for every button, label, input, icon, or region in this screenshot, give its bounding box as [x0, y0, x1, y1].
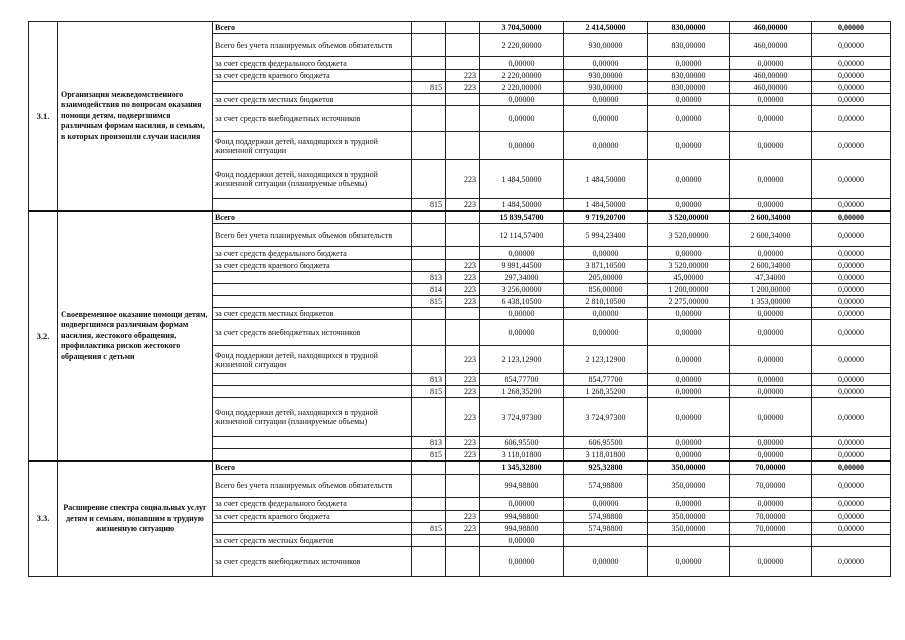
amount-year-1: 1 484,50000	[564, 160, 648, 199]
funding-source-label	[213, 522, 412, 534]
expense-code: 223	[446, 82, 480, 94]
amount-year-3: 1 353,00000	[730, 296, 812, 308]
funding-source-label	[213, 284, 412, 296]
expense-code: 223	[446, 510, 480, 522]
amount-year-1: 3 871,10500	[564, 260, 648, 272]
amount-year-1: 3 118,01800	[564, 449, 648, 462]
amount-year-4: 0,00000	[812, 160, 891, 199]
amount-year-3: 0,00000	[730, 308, 812, 320]
amount-year-3: 460,00000	[730, 82, 812, 94]
funding-source-label: Фонд поддержки детей, находящихся в трудной жизненной ситуации (планируемые объемы)	[213, 160, 412, 199]
grbs-code	[412, 22, 446, 34]
funding-source-label: Всего без учета планируемых объемов обязательств	[213, 224, 412, 247]
amount-year-4: 0,00000	[812, 34, 891, 57]
amount-year-2: 350,00000	[648, 510, 730, 522]
amount-total: 297,34000	[480, 272, 564, 284]
expense-code: 223	[446, 160, 480, 199]
expense-code: 223	[446, 398, 480, 437]
grbs-code	[412, 211, 446, 224]
funding-source-label	[213, 386, 412, 398]
grbs-code: 813	[412, 272, 446, 284]
expense-code	[446, 461, 480, 474]
amount-year-4: 0,00000	[812, 132, 891, 160]
amount-year-2: 45,00000	[648, 272, 730, 284]
amount-year-1: 0,00000	[564, 497, 648, 510]
funding-source-label: Всего без учета планируемых объемов обязательств	[213, 474, 412, 497]
amount-year-3: 2 600,34000	[730, 211, 812, 224]
amount-year-3: 0,00000	[730, 247, 812, 260]
amount-year-3: 0,00000	[730, 374, 812, 386]
amount-year-4: 0,00000	[812, 437, 891, 449]
section-name: Организация межведомственного взаимодействия по вопросам оказания помощи детям, подвергшимся различным формам насилия, и семьям, в которых произошли случаи насилия	[58, 22, 213, 212]
amount-year-4: 0,00000	[812, 211, 891, 224]
amount-year-4: 0,00000	[812, 272, 891, 284]
amount-total: 0,00000	[480, 308, 564, 320]
funding-source-label: Фонд поддержки детей, находящихся в трудной жизненной ситуации	[213, 346, 412, 374]
expense-code: 223	[446, 70, 480, 82]
amount-year-2: 0,00000	[648, 374, 730, 386]
amount-year-1: 0,00000	[564, 57, 648, 70]
amount-year-1: 0,00000	[564, 247, 648, 260]
amount-year-2: 0,00000	[648, 320, 730, 346]
amount-total: 3 704,50000	[480, 22, 564, 34]
amount-year-1: 0,00000	[564, 132, 648, 160]
funding-source-label	[213, 272, 412, 284]
amount-year-1: 2 123,12900	[564, 346, 648, 374]
amount-year-1: 0,00000	[564, 308, 648, 320]
grbs-code	[412, 510, 446, 522]
amount-total: 0,00000	[480, 132, 564, 160]
amount-year-2: 3 520,00000	[648, 224, 730, 247]
amount-year-1: 1 268,35200	[564, 386, 648, 398]
amount-total: 0,00000	[480, 57, 564, 70]
amount-year-2: 0,00000	[648, 546, 730, 576]
amount-total: 606,95500	[480, 437, 564, 449]
grbs-code	[412, 160, 446, 199]
amount-year-4: 0,00000	[812, 474, 891, 497]
funding-source-label	[213, 374, 412, 386]
amount-year-2: 0,00000	[648, 437, 730, 449]
amount-year-1: 574,98800	[564, 510, 648, 522]
grbs-code: 815	[412, 296, 446, 308]
amount-year-4: 0,00000	[812, 260, 891, 272]
amount-year-2: 830,00000	[648, 70, 730, 82]
amount-year-3: 0,00000	[730, 449, 812, 462]
amount-year-1: 930,00000	[564, 34, 648, 57]
amount-year-4: 0,00000	[812, 510, 891, 522]
amount-year-2: 1 200,00000	[648, 284, 730, 296]
amount-year-3	[730, 534, 812, 546]
amount-year-2: 830,00000	[648, 22, 730, 34]
expense-code: 223	[446, 199, 480, 212]
expense-code: 223	[446, 284, 480, 296]
grbs-code	[412, 346, 446, 374]
amount-total: 2 220,00000	[480, 34, 564, 57]
budget-table	[28, 21, 891, 577]
amount-year-2: 0,00000	[648, 398, 730, 437]
amount-year-4: 0,00000	[812, 346, 891, 374]
funding-source-label	[213, 82, 412, 94]
amount-total: 0,00000	[480, 94, 564, 106]
amount-total: 1 484,50000	[480, 199, 564, 212]
amount-year-2: 0,00000	[648, 160, 730, 199]
amount-year-2	[648, 534, 730, 546]
amount-year-3: 460,00000	[730, 70, 812, 82]
funding-source-label: Всего	[213, 211, 412, 224]
amount-year-3: 0,00000	[730, 106, 812, 132]
amount-total: 2 123,12900	[480, 346, 564, 374]
amount-year-3: 0,00000	[730, 386, 812, 398]
budget-table-page	[28, 21, 890, 577]
funding-source-label: за счет средств краевого бюджета	[213, 510, 412, 522]
amount-total: 994,98800	[480, 474, 564, 497]
amount-total: 1 345,32800	[480, 461, 564, 474]
amount-year-1: 930,00000	[564, 82, 648, 94]
amount-year-3: 0,00000	[730, 57, 812, 70]
amount-total: 15 839,54700	[480, 211, 564, 224]
amount-year-1: 0,00000	[564, 94, 648, 106]
expense-code	[446, 132, 480, 160]
amount-year-3: 47,34000	[730, 272, 812, 284]
amount-year-3: 0,00000	[730, 160, 812, 199]
amount-total: 0,00000	[480, 320, 564, 346]
expense-code: 223	[446, 272, 480, 284]
expense-code	[446, 474, 480, 497]
amount-year-4: 0,00000	[812, 497, 891, 510]
amount-year-3: 0,00000	[730, 320, 812, 346]
expense-code	[446, 224, 480, 247]
amount-year-2: 0,00000	[648, 449, 730, 462]
amount-total: 1 484,50000	[480, 160, 564, 199]
amount-year-4: 0,00000	[812, 522, 891, 534]
grbs-code	[412, 57, 446, 70]
amount-year-1: 574,98800	[564, 474, 648, 497]
amount-year-1: 2 810,10500	[564, 296, 648, 308]
grbs-code	[412, 34, 446, 57]
amount-year-4: 0,00000	[812, 82, 891, 94]
amount-year-3: 70,00000	[730, 510, 812, 522]
amount-year-3: 70,00000	[730, 522, 812, 534]
amount-year-4: 0,00000	[812, 546, 891, 576]
grbs-code	[412, 70, 446, 82]
grbs-code	[412, 461, 446, 474]
amount-year-3: 2 600,34000	[730, 260, 812, 272]
expense-code: 223	[446, 522, 480, 534]
funding-source-label: Всего	[213, 461, 412, 474]
amount-year-3: 0,00000	[730, 546, 812, 576]
expense-code	[446, 57, 480, 70]
grbs-code	[412, 546, 446, 576]
amount-year-1: 1 484,50000	[564, 199, 648, 212]
amount-year-2: 0,00000	[648, 497, 730, 510]
amount-year-1: 606,95500	[564, 437, 648, 449]
amount-year-4: 0,00000	[812, 308, 891, 320]
funding-source-label: Всего	[213, 22, 412, 34]
amount-year-2: 0,00000	[648, 199, 730, 212]
amount-year-1: 0,00000	[564, 106, 648, 132]
funding-source-label: Фонд поддержки детей, находящихся в трудной жизненной ситуации	[213, 132, 412, 160]
amount-year-2: 0,00000	[648, 57, 730, 70]
grbs-code: 813	[412, 437, 446, 449]
amount-total: 6 438,10500	[480, 296, 564, 308]
funding-source-label: за счет средств внебюджетных источников	[213, 320, 412, 346]
amount-year-2: 0,00000	[648, 386, 730, 398]
amount-year-1: 2 414,50000	[564, 22, 648, 34]
amount-year-4: 0,00000	[812, 70, 891, 82]
funding-source-label: за счет средств внебюджетных источников	[213, 546, 412, 576]
amount-year-4: 0,00000	[812, 94, 891, 106]
amount-total: 0,00000	[480, 546, 564, 576]
grbs-code: 815	[412, 199, 446, 212]
amount-year-3: 1 200,00000	[730, 284, 812, 296]
amount-year-4: 0,00000	[812, 224, 891, 247]
grbs-code	[412, 398, 446, 437]
section-number: 3.2.	[29, 211, 58, 461]
funding-source-label: за счет средств местных бюджетов	[213, 308, 412, 320]
amount-year-2: 0,00000	[648, 308, 730, 320]
funding-source-label: за счет средств краевого бюджета	[213, 70, 412, 82]
grbs-code	[412, 474, 446, 497]
expense-code: 223	[446, 296, 480, 308]
funding-source-label: за счет средств федерального бюджета	[213, 497, 412, 510]
amount-year-1: 856,00000	[564, 284, 648, 296]
grbs-code	[412, 247, 446, 260]
expense-code	[446, 247, 480, 260]
expense-code	[446, 497, 480, 510]
grbs-code	[412, 308, 446, 320]
grbs-code: 815	[412, 386, 446, 398]
amount-year-4: 0,00000	[812, 247, 891, 260]
expense-code: 223	[446, 260, 480, 272]
expense-code	[446, 34, 480, 57]
amount-total: 9 991,44500	[480, 260, 564, 272]
grbs-code: 813	[412, 374, 446, 386]
amount-year-4: 0,00000	[812, 199, 891, 212]
amount-year-1: 9 719,20700	[564, 211, 648, 224]
funding-source-label: за счет средств местных бюджетов	[213, 94, 412, 106]
funding-source-label	[213, 199, 412, 212]
amount-year-1: 574,98800	[564, 522, 648, 534]
amount-year-3: 0,00000	[730, 94, 812, 106]
funding-source-label: за счет средств внебюджетных источников	[213, 106, 412, 132]
amount-year-4	[812, 534, 891, 546]
funding-source-label: Фонд поддержки детей, находящихся в трудной жизненной ситуации (планируемые объемы)	[213, 398, 412, 437]
amount-year-4: 0,00000	[812, 284, 891, 296]
funding-source-label: за счет средств краевого бюджета	[213, 260, 412, 272]
expense-code	[446, 534, 480, 546]
amount-total: 0,00000	[480, 534, 564, 546]
grbs-code: 814	[412, 284, 446, 296]
grbs-code: 815	[412, 82, 446, 94]
amount-year-2: 0,00000	[648, 346, 730, 374]
amount-year-4: 0,00000	[812, 320, 891, 346]
amount-year-2: 2 275,00000	[648, 296, 730, 308]
funding-source-label: за счет средств местных бюджетов	[213, 534, 412, 546]
grbs-code	[412, 320, 446, 346]
amount-year-1: 3 724,97300	[564, 398, 648, 437]
expense-code: 223	[446, 346, 480, 374]
amount-year-1: 0,00000	[564, 546, 648, 576]
expense-code	[446, 308, 480, 320]
amount-year-2: 0,00000	[648, 132, 730, 160]
amount-year-3: 460,00000	[730, 34, 812, 57]
expense-code	[446, 94, 480, 106]
amount-total: 3 256,00000	[480, 284, 564, 296]
amount-year-3: 0,00000	[730, 199, 812, 212]
amount-year-1	[564, 534, 648, 546]
grbs-code: 815	[412, 449, 446, 462]
expense-code	[446, 320, 480, 346]
amount-year-2: 0,00000	[648, 106, 730, 132]
amount-year-3: 2 600,34000	[730, 224, 812, 247]
amount-total: 0,00000	[480, 247, 564, 260]
amount-year-2: 350,00000	[648, 461, 730, 474]
grbs-code	[412, 94, 446, 106]
funding-source-label	[213, 449, 412, 462]
amount-year-1: 5 994,23400	[564, 224, 648, 247]
expense-code: 223	[446, 386, 480, 398]
amount-total: 2 220,00000	[480, 82, 564, 94]
amount-year-2: 3 520,00000	[648, 260, 730, 272]
amount-total: 3 724,97300	[480, 398, 564, 437]
section-number: 3.1.	[29, 22, 58, 212]
amount-year-2: 0,00000	[648, 247, 730, 260]
amount-total: 994,98800	[480, 510, 564, 522]
amount-year-2: 830,00000	[648, 34, 730, 57]
grbs-code	[412, 224, 446, 247]
funding-source-label: за счет средств федерального бюджета	[213, 247, 412, 260]
amount-year-2: 350,00000	[648, 474, 730, 497]
section-total-row	[29, 22, 891, 34]
grbs-code	[412, 497, 446, 510]
grbs-code: 815	[412, 522, 446, 534]
section-name: Своевременное оказание помощи детям, подвергшимся различным формам насилия, жестокого обращения, профилактика рисков жестокого обращения с детьми	[58, 211, 213, 461]
amount-total: 12 114,57400	[480, 224, 564, 247]
amount-year-2: 350,00000	[648, 522, 730, 534]
amount-year-4: 0,00000	[812, 296, 891, 308]
amount-year-4: 0,00000	[812, 22, 891, 34]
grbs-code	[412, 260, 446, 272]
section-total-row	[29, 211, 891, 224]
grbs-code	[412, 132, 446, 160]
amount-year-1: 0,00000	[564, 320, 648, 346]
funding-source-label	[213, 437, 412, 449]
amount-year-3: 0,00000	[730, 346, 812, 374]
grbs-code	[412, 534, 446, 546]
funding-source-label: Всего без учета планируемых объемов обязательств	[213, 34, 412, 57]
funding-source-label: за счет средств федерального бюджета	[213, 57, 412, 70]
amount-year-1: 930,00000	[564, 70, 648, 82]
amount-year-3: 0,00000	[730, 132, 812, 160]
amount-year-2: 0,00000	[648, 94, 730, 106]
amount-year-4: 0,00000	[812, 398, 891, 437]
amount-year-4: 0,00000	[812, 374, 891, 386]
amount-total: 854,77700	[480, 374, 564, 386]
expense-code	[446, 106, 480, 132]
amount-total: 0,00000	[480, 497, 564, 510]
amount-year-3: 0,00000	[730, 398, 812, 437]
funding-source-label	[213, 296, 412, 308]
amount-year-1: 854,77700	[564, 374, 648, 386]
amount-year-3: 0,00000	[730, 437, 812, 449]
amount-year-3: 460,00000	[730, 22, 812, 34]
amount-year-2: 830,00000	[648, 82, 730, 94]
amount-year-3: 0,00000	[730, 497, 812, 510]
expense-code	[446, 22, 480, 34]
section-number: 3.3.	[29, 461, 58, 576]
expense-code: 223	[446, 374, 480, 386]
amount-total: 994,98800	[480, 522, 564, 534]
expense-code	[446, 546, 480, 576]
amount-total: 2 220,00000	[480, 70, 564, 82]
amount-year-4: 0,00000	[812, 449, 891, 462]
expense-code	[446, 211, 480, 224]
amount-year-3: 70,00000	[730, 474, 812, 497]
section-name: Расширение спектра социальных услуг детям и семьям, попавшим в трудную жизненную ситуацию	[58, 461, 213, 576]
amount-year-4: 0,00000	[812, 461, 891, 474]
amount-year-4: 0,00000	[812, 106, 891, 132]
amount-year-2: 3 520,00000	[648, 211, 730, 224]
budget-table-body	[29, 22, 891, 577]
amount-year-1: 925,32800	[564, 461, 648, 474]
amount-year-1: 205,00000	[564, 272, 648, 284]
amount-total: 0,00000	[480, 106, 564, 132]
section-total-row	[29, 461, 891, 474]
amount-year-3: 70,00000	[730, 461, 812, 474]
amount-year-4: 0,00000	[812, 57, 891, 70]
amount-total: 3 118,01800	[480, 449, 564, 462]
grbs-code	[412, 106, 446, 132]
amount-year-4: 0,00000	[812, 386, 891, 398]
expense-code: 223	[446, 437, 480, 449]
amount-total: 1 268,35200	[480, 386, 564, 398]
expense-code: 223	[446, 449, 480, 462]
